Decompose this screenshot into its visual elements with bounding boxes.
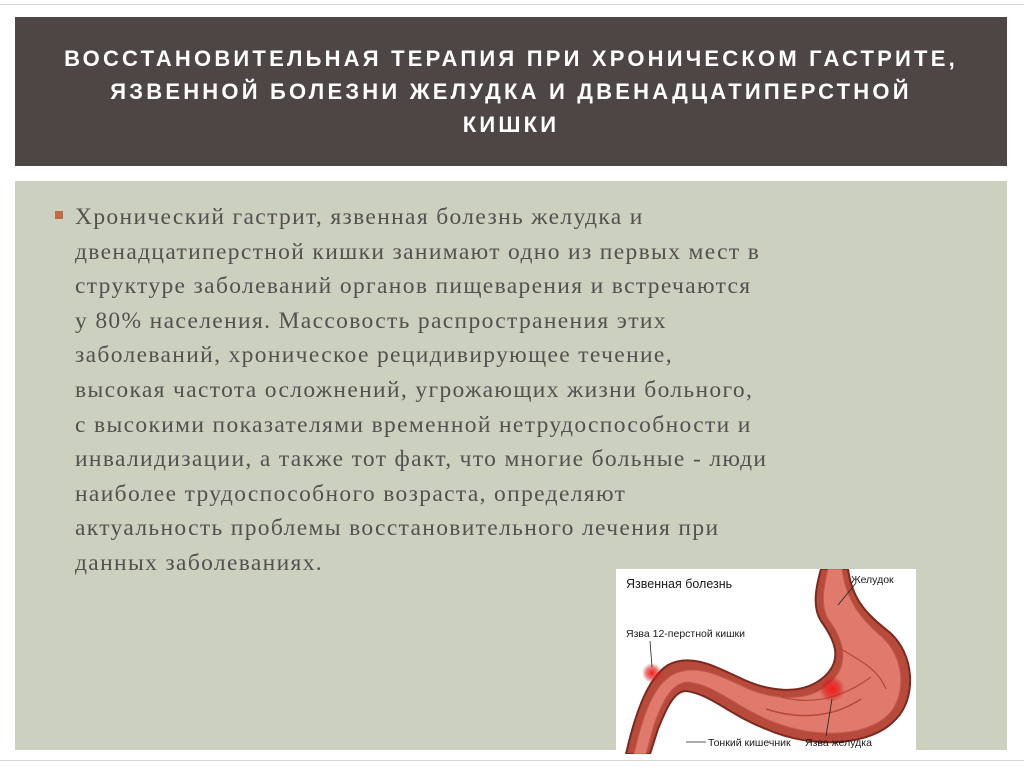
stomach-label: Желудок xyxy=(851,574,894,586)
ulcer-illustration xyxy=(616,569,916,754)
slide-title: ВОССТАНОВИТЕЛЬНАЯ ТЕРАПИЯ ПРИ ХРОНИЧЕСКОМ ГАСТРИТЕ, ЯЗВЕННОЙ БОЛЕЗНИ ЖЕЛУДКА И ДВЕНАДЦАТИПЕРСТНОЙ КИШКИ xyxy=(64,46,958,137)
stomach-drawing xyxy=(616,569,916,754)
gastric-ulcer-label: Язва желудка xyxy=(805,737,872,749)
page-top-line xyxy=(0,4,1024,5)
page-bottom-line xyxy=(0,760,1024,761)
illustration-title: Язвенная болезнь xyxy=(626,577,733,591)
duodenal-ulcer-label: Язва 12-перстной кишки xyxy=(626,628,745,640)
title-band xyxy=(15,17,1007,166)
body-paragraph: Хронический гастрит, язвенная болезнь желудка и двенадцатиперстной кишки занимают одно из первых мест в структуре заболеваний органов пищеварения и встречаются у 80% населения. Массовость распространения этих заболеваний, хроническое рецидивирующее течение, высокая частота осложнений, угрожающих жизни больного, с высокими показателями временной нетрудоспособности и инвалидизации, а также тот факт, что многие больные - люди наиболее трудоспособного возраста, определяют актуальность проблемы восстановительного лечения при данных заболеваниях. xyxy=(75,204,768,576)
content-panel xyxy=(15,181,1007,750)
small-intestine-label: Тонкий кишечник xyxy=(708,737,791,749)
bullet-icon xyxy=(55,211,63,219)
gastric-ulcer-mark xyxy=(819,676,845,702)
